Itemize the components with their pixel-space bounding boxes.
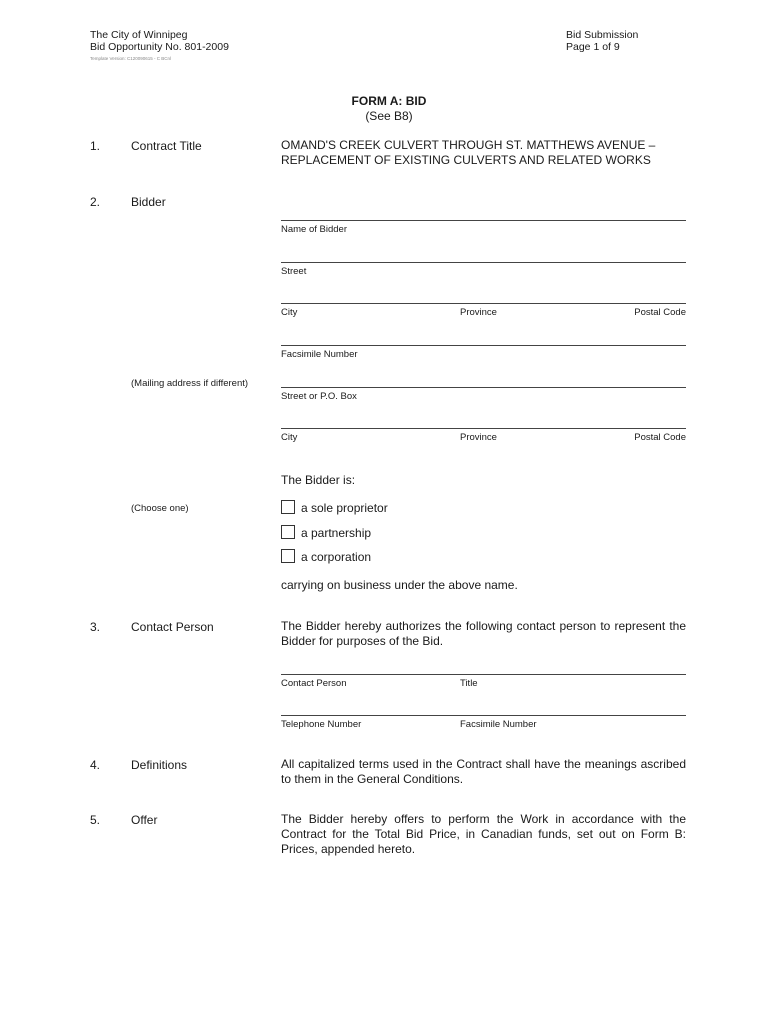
- contract-title-line2: REPLACEMENT OF EXISTING CULVERTS AND RELATED WORKS: [281, 153, 651, 167]
- section-4-number: 4.: [90, 758, 101, 772]
- telephone-caption: Telephone Number: [281, 719, 362, 730]
- pobox-caption: Street or P.O. Box: [281, 391, 357, 402]
- mailing-city-caption: City: [281, 432, 298, 443]
- bidder-is-label: The Bidder is:: [281, 473, 356, 487]
- sole-proprietor-label: a sole proprietor: [301, 501, 388, 515]
- city-name: The City of Winnipeg: [90, 29, 188, 41]
- partnership-label: a partnership: [301, 526, 372, 540]
- header-right: [566, 29, 638, 53]
- section-4-label: Definitions: [131, 758, 188, 772]
- fax-caption: Facsimile Number: [281, 349, 358, 360]
- bid-opportunity-number: Bid Opportunity No. 801-2009: [90, 41, 229, 53]
- contact-fax-caption: Facsimile Number: [460, 719, 537, 730]
- city-province-postal-line[interactable]: [281, 303, 686, 304]
- section-5-label: Offer: [131, 813, 158, 827]
- mailing-postal-caption: Postal Code: [634, 432, 686, 443]
- carrying-on-text: carrying on business under the above name.: [281, 578, 518, 592]
- contract-title-line1: OMAND'S CREEK CULVERT THROUGH ST. MATTHEWS AVENUE –: [281, 138, 656, 152]
- corporation-checkbox[interactable]: [281, 549, 295, 563]
- section-1-number: 1.: [90, 139, 101, 153]
- section-3-number: 3.: [90, 620, 101, 634]
- street-caption: Street: [281, 266, 307, 277]
- sole-proprietor-checkbox[interactable]: [281, 500, 295, 514]
- section-2-label: Bidder: [131, 195, 166, 209]
- mailing-province-caption: Province: [460, 432, 497, 443]
- offer-text: The Bidder hereby offers to perform the Work in accordance with the Contract for the Total Bid Price, in Canadian funds, set out on Form B: Prices, appended hereto.: [281, 812, 686, 856]
- header-left: [90, 29, 229, 53]
- form-title: FORM A: BID: [351, 94, 427, 108]
- bidder-name-caption: Name of Bidder: [281, 224, 348, 235]
- corporation-label: a corporation: [301, 550, 372, 564]
- section-3-label: Contact Person: [131, 620, 214, 634]
- contract-title-text: [281, 138, 655, 168]
- phone-fax-line[interactable]: [281, 715, 686, 716]
- definitions-text: All capitalized terms used in the Contract shall have the meanings ascribed to them in the General Conditions.: [281, 757, 686, 786]
- title-caption: Title: [460, 678, 478, 689]
- section-2-number: 2.: [90, 195, 101, 209]
- street-line[interactable]: [281, 262, 686, 263]
- choose-one-label: (Choose one): [131, 503, 189, 514]
- pobox-line[interactable]: [281, 387, 686, 388]
- province-caption: Province: [460, 307, 497, 318]
- partnership-checkbox[interactable]: [281, 525, 295, 539]
- city-caption: City: [281, 307, 298, 318]
- contact-person-text: The Bidder hereby authorizes the following contact person to represent the Bidder for purposes of the Bid.: [281, 619, 686, 648]
- fax-line[interactable]: [281, 345, 686, 346]
- mailing-city-line[interactable]: [281, 428, 686, 429]
- bidder-name-line[interactable]: [281, 220, 686, 221]
- bid-submission-label: Bid Submission: [566, 29, 639, 41]
- contact-title-line[interactable]: [281, 674, 686, 675]
- postal-code-caption: Postal Code: [634, 307, 686, 318]
- section-1-label: Contract Title: [131, 139, 202, 153]
- contact-person-caption: Contact Person: [281, 678, 347, 689]
- section-5-number: 5.: [90, 813, 101, 827]
- page-number: Page 1 of 9: [566, 41, 620, 53]
- template-version: Template Version: C120090615 - C BCnl: [90, 56, 172, 61]
- mailing-address-label: (Mailing address if different): [131, 378, 249, 389]
- form-subtitle: (See B8): [365, 109, 413, 123]
